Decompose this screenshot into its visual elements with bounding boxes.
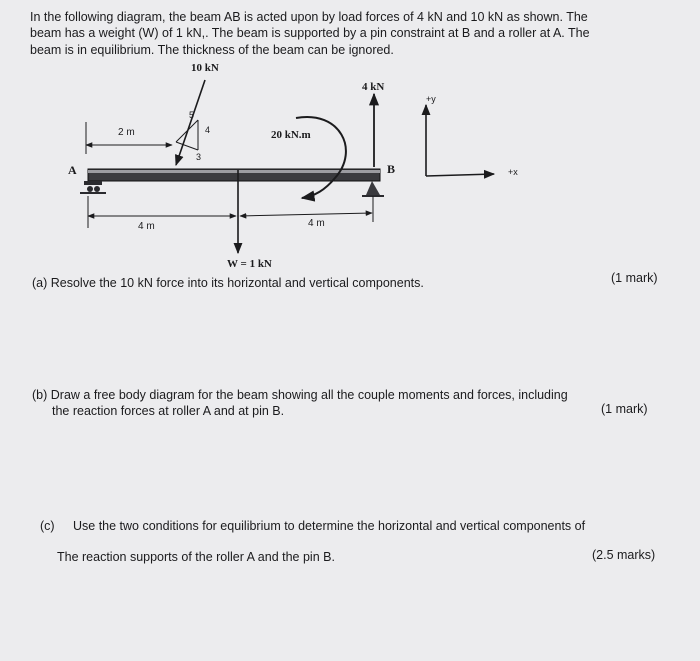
- beam-highlight: [88, 170, 380, 173]
- point-a-label: A: [68, 163, 77, 177]
- dim-4m-right-arrow: [240, 213, 372, 216]
- dim-2m-label: 2 m: [118, 127, 135, 138]
- triangle-5-label: 5: [189, 110, 195, 120]
- intro-line-2: beam has a weight (W) of 1 kN,. The beam is supported by a pin constraint at B and a roller at A. The: [30, 26, 590, 40]
- intro-line-3: beam is in equilibrium. The thickness of the beam can be ignored.: [30, 43, 394, 57]
- x-axis-label: +x: [508, 167, 518, 177]
- triangle-3-label: 3: [196, 152, 202, 162]
- pin-support-b: [362, 181, 384, 196]
- question-a-marks: (1 mark): [611, 271, 658, 285]
- moment-label: 20 kN.m: [271, 129, 311, 141]
- question-c-marks: (2.5 marks): [592, 548, 656, 562]
- point-b-label: B: [387, 162, 396, 176]
- x-axis-arrow: [426, 174, 494, 176]
- triangle-4-label: 4: [205, 125, 211, 135]
- roller-support-a: [80, 181, 106, 193]
- question-c-label: (c): [40, 519, 55, 533]
- intro-line-1: In the following diagram, the beam AB is acted upon by load forces of 4 kN and 10 kN as shown. The: [30, 10, 588, 24]
- question-c-line-2: The reaction supports of the roller A and the pin B.: [57, 550, 335, 564]
- question-c-line-1: Use the two conditions for equilibrium to determine the horizontal and vertical components of: [73, 519, 586, 533]
- dim-4m-right-label: 4 m: [308, 218, 325, 229]
- question-b-line-1: (b) Draw a free body diagram for the beam showing all the couple moments and forces, including: [32, 388, 568, 402]
- y-axis-label: +y: [426, 94, 436, 104]
- force-4kn-label: 4 kN: [362, 81, 385, 93]
- dim-4m-left-label: 4 m: [138, 221, 155, 232]
- question-b-line-2: the reaction forces at roller A and at pin B.: [52, 404, 285, 418]
- question-a: (a) Resolve the 10 kN force into its horizontal and vertical components.: [32, 276, 424, 290]
- question-b-marks: (1 mark): [601, 402, 648, 416]
- force-10kn-label: 10 kN: [191, 62, 219, 74]
- weight-label: W = 1 kN: [227, 258, 272, 270]
